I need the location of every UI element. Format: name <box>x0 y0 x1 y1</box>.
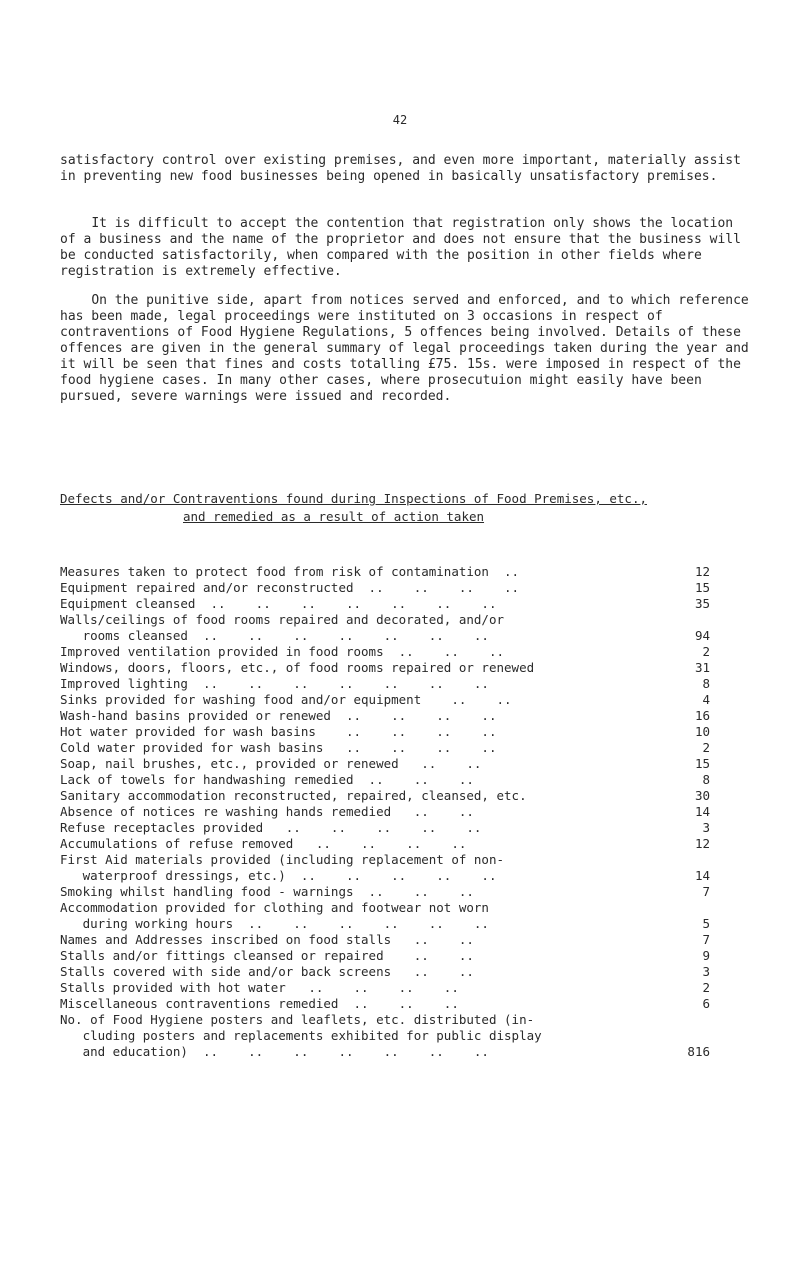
section-heading-line1: Defects and/or Contraventions found during Inspections of Food Premises, etc., <box>60 491 647 506</box>
row-label: Absence of notices re washing hands remedied .. .. <box>60 804 474 819</box>
table-row <box>60 708 750 724</box>
row-value: 3 <box>702 964 710 979</box>
row-label: Wash-hand basins provided or renewed .. .. .. .. <box>60 708 497 723</box>
table-row <box>60 724 750 740</box>
table-row <box>60 900 750 932</box>
row-value: 2 <box>702 740 710 755</box>
row-label: Equipment cleansed .. .. .. .. .. .. .. <box>60 596 497 611</box>
row-label: Sinks provided for washing food and/or equipment .. .. <box>60 692 512 707</box>
table-row <box>60 564 750 580</box>
row-value: 6 <box>702 996 710 1011</box>
row-value: 2 <box>702 644 710 659</box>
table-row <box>60 756 750 772</box>
table-row <box>60 772 750 788</box>
row-value: 5 <box>702 916 710 931</box>
row-label: Names and Addresses inscribed on food stalls .. .. <box>60 932 474 947</box>
row-value: 4 <box>702 692 710 707</box>
row-label: No. of Food Hygiene posters and leaflets, etc. distributed (in- cluding posters and replacements exhibited for public display and education) .. .. .. .. .. .. .. <box>60 1012 542 1059</box>
table-row <box>60 884 750 900</box>
row-value: 7 <box>702 884 710 899</box>
table-row <box>60 676 750 692</box>
table-row <box>60 1012 750 1060</box>
row-label: Improved lighting .. .. .. .. .. .. .. <box>60 676 489 691</box>
row-value: 14 <box>694 868 710 883</box>
row-value: 15 <box>694 756 710 771</box>
paragraph-registration: It is difficult to accept the contention that registration only shows the location of a business and the name of the proprietor and does not ensure that the business will be conducted satisfactorily, when compared with the position in other fields where registration is extremely effective. <box>60 216 749 279</box>
row-label: Windows, doors, floors, etc., of food rooms repaired or renewed <box>60 660 535 675</box>
row-value: 35 <box>694 596 710 611</box>
row-label: Lack of towels for handwashing remedied .. .. .. <box>60 772 474 787</box>
paragraph-punitive: On the punitive side, apart from notices served and enforced, and to which reference has been made, legal proceedings were instituted on 3 occasions in respect of contraventions of Food Hygiene Regulations, 5 offences being involved. Details of these offences are given in the general summary of legal proceedings taken during the year and it will be seen that fines and costs totalling £75. 15s. were imposed in respect of the food hygiene cases. In many other cases, where prosecutuion might easily have been pursued, severe warnings were issued and recorded. <box>60 293 757 404</box>
row-value: 94 <box>694 628 710 643</box>
table-row <box>60 612 750 644</box>
row-value: 3 <box>702 820 710 835</box>
paragraph-intro: satisfactory control over existing premises, and even more important, materially assist in preventing new food businesses being opened in basically unsatisfactory premises. <box>60 153 749 184</box>
row-label: Equipment repaired and/or reconstructed .. .. .. .. <box>60 580 520 595</box>
row-label: Accommodation provided for clothing and footwear not worn during working hours .. .. .. .. .. .. <box>60 900 489 931</box>
row-label: First Aid materials provided (including replacement of non- waterproof dressings, etc.) .. .. .. .. .. <box>60 852 505 883</box>
section-heading <box>60 490 750 526</box>
row-label: Stalls and/or fittings cleansed or repaired .. .. <box>60 948 474 963</box>
row-value: 2 <box>702 980 710 995</box>
table-row <box>60 692 750 708</box>
row-label: Refuse receptacles provided .. .. .. .. .. <box>60 820 482 835</box>
row-value: 14 <box>694 804 710 819</box>
row-label: Improved ventilation provided in food rooms .. .. .. <box>60 644 505 659</box>
row-label: Cold water provided for wash basins .. .. .. .. <box>60 740 497 755</box>
row-label: Walls/ceilings of food rooms repaired and decorated, and/or rooms cleansed .. .. .. .. .. .. .. <box>60 612 505 643</box>
table-row <box>60 660 750 676</box>
row-label: Miscellaneous contraventions remedied .. .. .. <box>60 996 459 1011</box>
row-label: Hot water provided for wash basins .. .. .. .. <box>60 724 497 739</box>
row-value: 8 <box>702 772 710 787</box>
row-label: Measures taken to protect food from risk of contamination .. <box>60 564 520 579</box>
table-row <box>60 964 750 980</box>
row-label: Sanitary accommodation reconstructed, repaired, cleansed, etc. <box>60 788 527 803</box>
table-row <box>60 644 750 660</box>
row-label: Smoking whilst handling food - warnings .. .. .. <box>60 884 474 899</box>
page-number: 42 <box>392 113 408 127</box>
row-label: Accumulations of refuse removed .. .. .. .. <box>60 836 467 851</box>
defects-table <box>60 564 750 1060</box>
row-label: Stalls covered with side and/or back screens .. .. <box>60 964 474 979</box>
row-value: 10 <box>694 724 710 739</box>
row-value: 816 <box>687 1044 710 1059</box>
row-value: 30 <box>694 788 710 803</box>
table-row <box>60 932 750 948</box>
table-row <box>60 740 750 756</box>
row-value: 7 <box>702 932 710 947</box>
row-value: 8 <box>702 676 710 691</box>
table-row <box>60 788 750 804</box>
row-value: 16 <box>694 708 710 723</box>
section-heading-line2: and remedied as a result of action taken <box>183 509 485 524</box>
row-value: 31 <box>694 660 710 675</box>
row-value: 12 <box>694 836 710 851</box>
row-value: 15 <box>694 580 710 595</box>
table-row <box>60 804 750 820</box>
table-row <box>60 980 750 996</box>
table-row <box>60 580 750 596</box>
table-row <box>60 836 750 852</box>
table-row <box>60 852 750 884</box>
row-value: 9 <box>702 948 710 963</box>
row-value: 12 <box>694 564 710 579</box>
row-label: Stalls provided with hot water .. .. .. .. <box>60 980 459 995</box>
table-row <box>60 820 750 836</box>
table-row <box>60 996 750 1012</box>
row-label: Soap, nail brushes, etc., provided or renewed .. .. <box>60 756 482 771</box>
table-row <box>60 596 750 612</box>
table-row <box>60 948 750 964</box>
